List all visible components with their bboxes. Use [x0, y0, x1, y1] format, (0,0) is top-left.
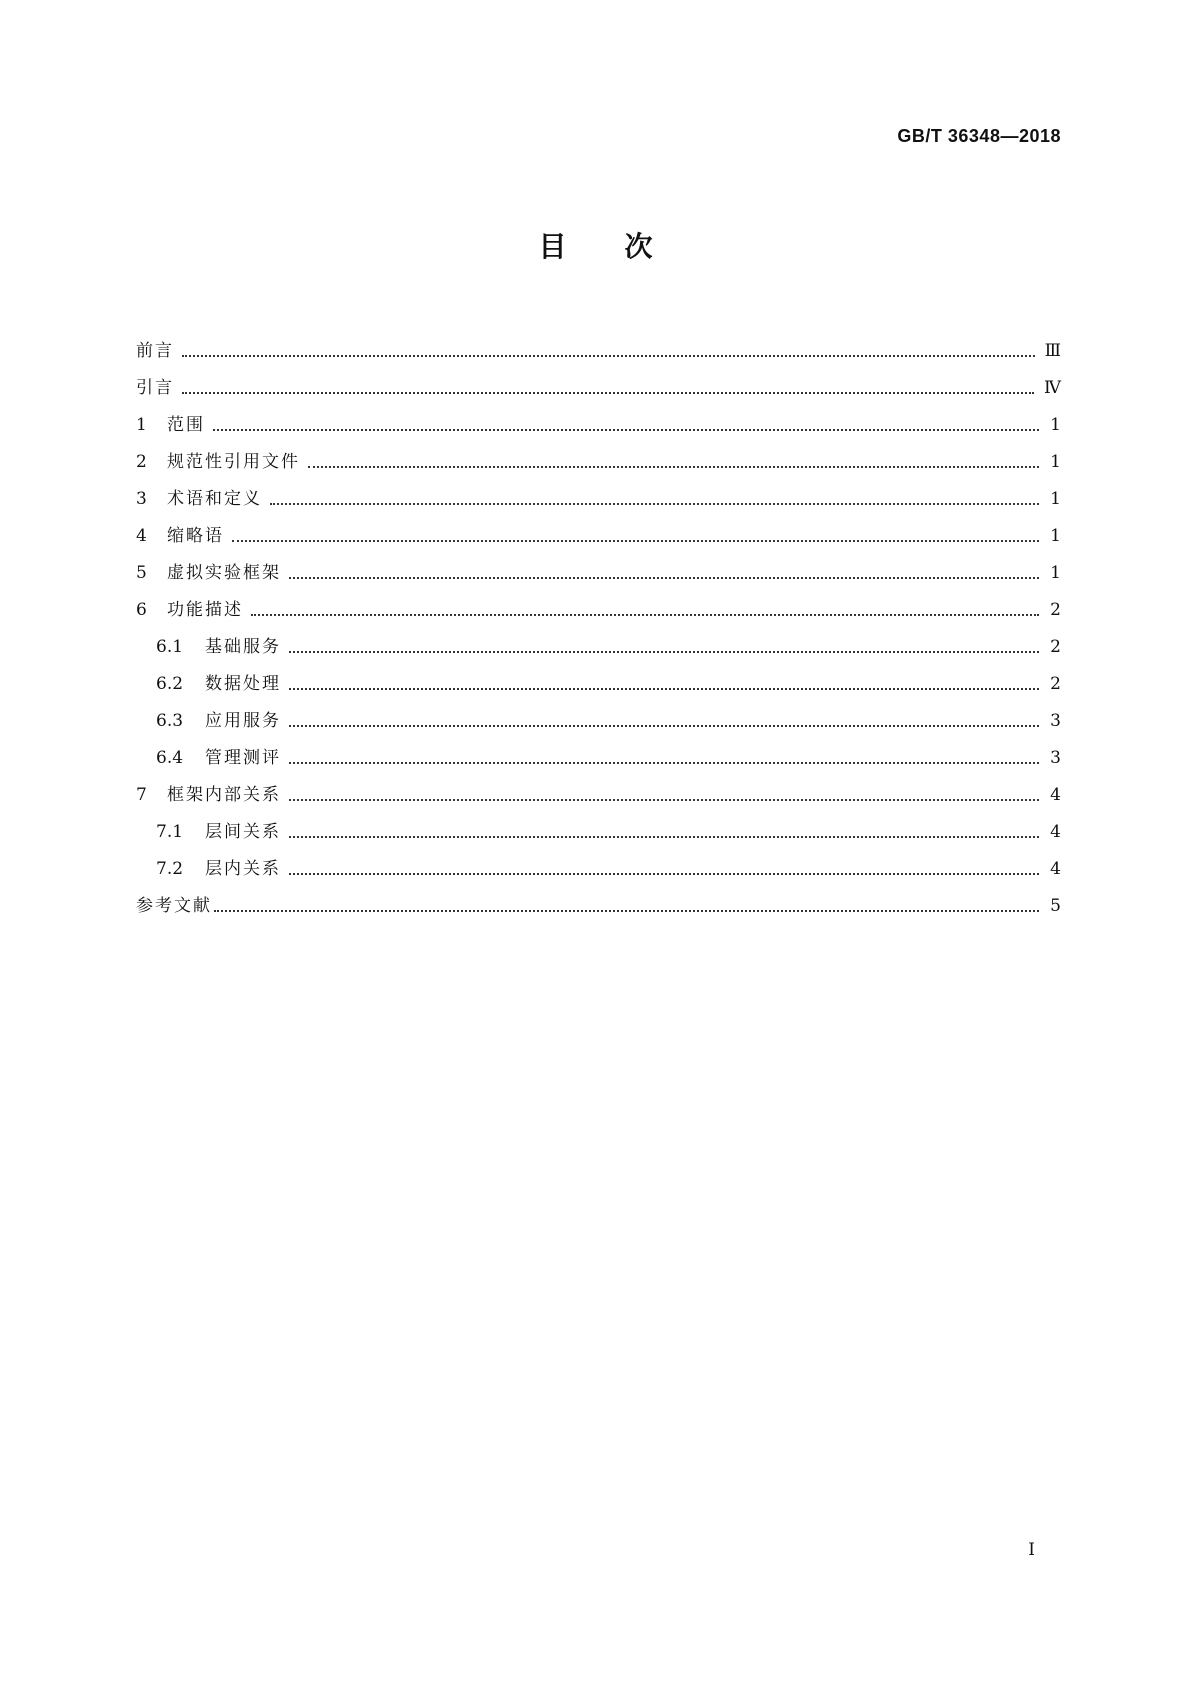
toc-entry-foreword[interactable] — [136, 325, 1061, 362]
toc-entry-page: 1 — [1050, 415, 1061, 435]
toc-entry-page: Ⅲ — [1044, 341, 1061, 361]
toc-entry-page: 1 — [1050, 452, 1061, 472]
toc-dot-leader — [289, 872, 1039, 875]
toc-entry-number: 6.2 — [156, 674, 184, 694]
toc-entry-page: 2 — [1050, 674, 1061, 694]
toc-entry-7-2[interactable] — [136, 843, 1061, 880]
toc-dot-leader — [182, 354, 1035, 357]
toc-entry-label: 管理测评 — [205, 748, 281, 768]
toc-entry-7-1[interactable] — [136, 806, 1061, 843]
toc-entry-page: 3 — [1050, 748, 1061, 768]
toc-entry-1[interactable] — [136, 399, 1061, 436]
toc-entry-number: 4 — [136, 526, 147, 546]
toc-dot-leader — [289, 687, 1039, 690]
toc-entry-7[interactable] — [136, 769, 1061, 806]
toc-entry-number: 6.3 — [156, 711, 184, 731]
toc-dot-leader — [182, 391, 1034, 394]
toc-entry-page: 3 — [1050, 711, 1061, 731]
toc-entry-number: 7.2 — [156, 859, 184, 879]
toc-entry-6-2[interactable] — [136, 658, 1061, 695]
toc-entry-6-3[interactable] — [136, 695, 1061, 732]
toc-entry-references[interactable] — [136, 880, 1061, 917]
toc-entry-label: 前言 — [136, 341, 174, 361]
toc-entry-label: 缩略语 — [167, 526, 224, 546]
toc-dot-leader — [289, 576, 1039, 579]
toc-entry-page: 4 — [1050, 785, 1061, 805]
toc-entry-label: 层间关系 — [205, 822, 281, 842]
toc-entry-number: 6.4 — [156, 748, 184, 768]
page-number: I — [1028, 1540, 1035, 1560]
toc-entry-number: 6 — [136, 600, 147, 620]
toc-dot-leader — [289, 761, 1039, 764]
toc-entry-6[interactable] — [136, 584, 1061, 621]
toc-entry-6-4[interactable] — [136, 732, 1061, 769]
toc-entry-page: 1 — [1050, 489, 1061, 509]
toc-dot-leader — [232, 539, 1039, 542]
page-title: 目次 — [538, 230, 711, 263]
toc-entry-label: 基础服务 — [205, 637, 281, 657]
toc-entry-5[interactable] — [136, 547, 1061, 584]
toc-entry-number: 5 — [136, 563, 147, 583]
toc-entry-6-1[interactable] — [136, 621, 1061, 658]
toc-entry-label: 范围 — [167, 415, 205, 435]
toc-entry-label: 引言 — [136, 378, 174, 398]
toc-entry-label: 功能描述 — [167, 600, 243, 620]
toc-entry-number: 3 — [136, 489, 147, 509]
toc-dot-leader — [214, 909, 1039, 912]
toc-entry-page: 4 — [1050, 859, 1061, 879]
toc-entry-label: 虚拟实验框架 — [167, 563, 281, 583]
toc-dot-leader — [270, 502, 1039, 505]
toc-entry-label: 规范性引用文件 — [167, 452, 300, 472]
toc-entry-page: 1 — [1050, 526, 1061, 546]
toc-entry-number: 7.1 — [156, 822, 184, 842]
toc-entry-4[interactable] — [136, 510, 1061, 547]
table-of-contents — [136, 325, 1061, 917]
toc-entry-label: 数据处理 — [205, 674, 281, 694]
toc-dot-leader — [308, 465, 1039, 468]
toc-dot-leader — [289, 835, 1039, 838]
toc-entry-page: 1 — [1050, 563, 1061, 583]
toc-dot-leader — [213, 428, 1039, 431]
toc-entry-introduction[interactable] — [136, 362, 1061, 399]
toc-dot-leader — [289, 724, 1039, 727]
toc-entry-page: Ⅳ — [1044, 378, 1061, 398]
toc-entry-page: 5 — [1050, 896, 1061, 916]
standard-code: GB/T 36348—2018 — [897, 126, 1061, 146]
toc-entry-number: 2 — [136, 452, 147, 472]
toc-entry-page: 2 — [1050, 637, 1061, 657]
toc-entry-label: 应用服务 — [205, 711, 281, 731]
toc-entry-3[interactable] — [136, 473, 1061, 510]
toc-entry-label: 框架内部关系 — [167, 785, 281, 805]
toc-dot-leader — [289, 650, 1039, 653]
toc-entry-label: 参考文献 — [136, 896, 212, 916]
toc-entry-page: 2 — [1050, 600, 1061, 620]
toc-entry-number: 1 — [136, 415, 147, 435]
toc-entry-number: 6.1 — [156, 637, 184, 657]
toc-entry-2[interactable] — [136, 436, 1061, 473]
toc-entry-label: 层内关系 — [205, 859, 281, 879]
toc-entry-page: 4 — [1050, 822, 1061, 842]
toc-entry-label: 术语和定义 — [167, 489, 262, 509]
toc-entry-number: 7 — [136, 785, 147, 805]
toc-dot-leader — [251, 613, 1039, 616]
toc-dot-leader — [289, 798, 1039, 801]
